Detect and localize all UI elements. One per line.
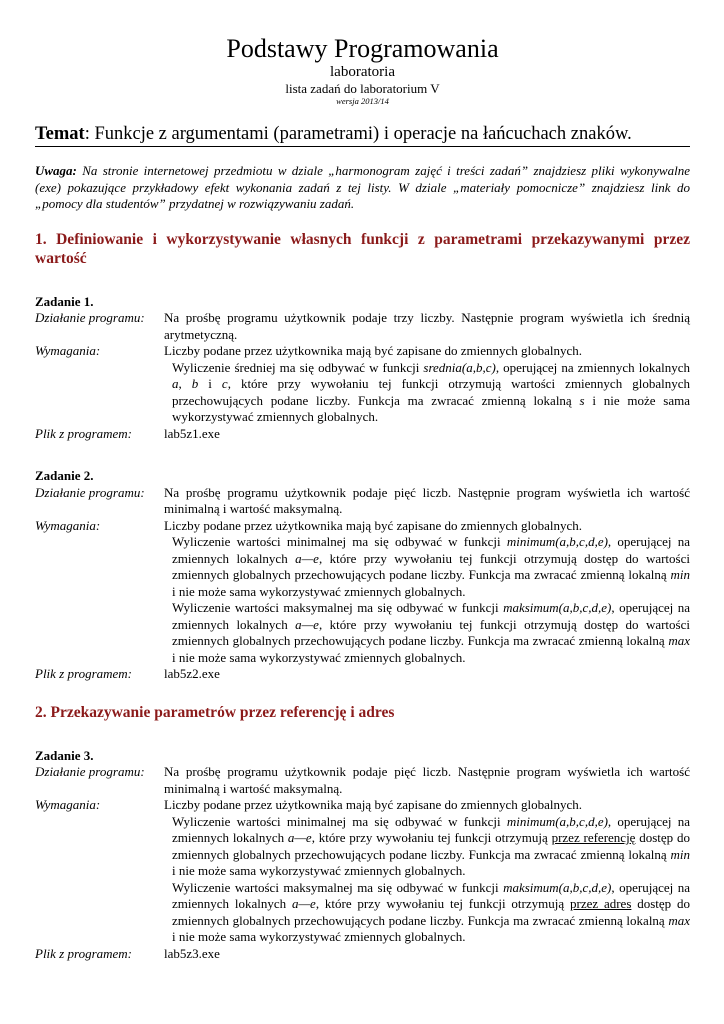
task-1-file: lab5z1.exe: [164, 425, 220, 441]
note-paragraph: [35, 163, 690, 213]
task-1-action: Na prośbę programu użytkownik podaje trzy liczby. Następnie program wyświetla ich średnią arytmetyczną.: [164, 310, 690, 342]
requirements-label: Wymagania:: [35, 343, 101, 358]
action-label: Działanie programu:: [35, 310, 145, 325]
action-label: Działanie programu:: [35, 764, 145, 779]
requirements-label: Wymagania:: [35, 797, 101, 812]
note-text: Na stronie internetowej przedmiotu w dziale „harmonogram zajęć i treści zadań” znajdziesz pliki wykonywalne (exe) pokazujące przykładowy efekt wykonania zadań z tej listy. W dziale „materiały pomocnicze” znajdziesz link do „pomocy dla studentów” przydatnej w rozwiązywaniu zadań.: [35, 163, 690, 211]
task-2-file: lab5z2.exe: [164, 666, 220, 681]
task-1-title: Zadanie 1.: [35, 293, 94, 309]
task-1-req-1: Liczby podane przez użytkownika mają być zapisane do zmiennych globalnych.: [164, 343, 583, 358]
task-2-requirements-row: [35, 518, 690, 667]
document-page: [35, 34, 690, 962]
task-3-req-1: Liczby podane przez użytkownika mają być zapisane do zmiennych globalnych.: [164, 797, 583, 812]
task-3-req-min: Wyliczenie wartości minimalnej ma się odbywać w funkcji minimum(a,b,c,d,e), operującej na zmiennych lokalnych a—e, które przy wywołaniu tej funkcji otrzymują przez referencję dostęp do zmiennych globalnych przechowujących podane liczby. Funkcja ma zwracać zmienną lokalną min i nie może sama wykorzystywać zmiennych globalnych.: [172, 813, 690, 878]
task-1-file-row: [35, 426, 690, 443]
topic-label: Temat: [35, 124, 85, 144]
task-2-file-row: [35, 666, 690, 683]
document-version: wersja 2013/14: [336, 96, 389, 106]
section-heading-1: 1. Definiowanie i wykorzystywanie własnych funkcji z parametrami przekazywanymi przez wartość: [35, 230, 690, 267]
task-1-requirements-row: [35, 343, 690, 426]
task-3-requirements: [164, 797, 690, 946]
task-2-action-row: [35, 485, 690, 518]
task-2-title: Zadanie 2.: [35, 468, 94, 483]
file-label: Plik z programem:: [35, 425, 133, 441]
task-3-action: Na prośbę programu użytkownik podaje pięć liczb. Następnie program wyświetla ich wartość minimalną i wartość maksymalną.: [164, 764, 690, 796]
task-1-action-row: [35, 310, 690, 343]
document-subtitle-list: lista zadań do laboratorium V: [285, 81, 440, 96]
document-title: Podstawy Programowania: [226, 34, 499, 63]
note-label: Uwaga:: [35, 163, 77, 178]
task-3-action-row: [35, 764, 690, 797]
task-3-file: lab5z3.exe: [164, 945, 220, 961]
task-2-req-max: Wyliczenie wartości maksymalnej ma się odbywać w funkcji maksimum(a,b,c,d,e), operującej na zmiennych lokalnych a—e, które przy wywołaniu tej funkcji otrzymują dostęp do wartości zmiennych globalnych przechowujących podane liczby. Funkcja ma zwracać zmienną lokalną max i nie może sama wykorzystywać zmiennych globalnych.: [172, 600, 690, 665]
file-label: Plik z programem:: [35, 945, 133, 961]
task-3-req-max: Wyliczenie wartości maksymalnej ma się odbywać w funkcji maksimum(a,b,c,d,e), operującej na zmiennych lokalnych a—e, które przy wywołaniu tej funkcji otrzymują przez adres dostęp do zmiennych globalnych przechowujących podane liczby. Funkcja ma zwracać zmienną lokalną max i nie może sama wykorzystywać zmiennych globalnych.: [172, 879, 690, 944]
action-label: Działanie programu:: [35, 484, 145, 500]
task-2-requirements: [164, 518, 690, 667]
document-subtitle: laboratoria: [330, 64, 395, 80]
task-2-action: Na prośbę programu użytkownik podaje pięć liczb. Następnie program wyświetla ich wartość minimalną i wartość maksymalną.: [164, 484, 690, 516]
topic-line: [35, 123, 690, 147]
task-2-req-min: Wyliczenie wartości minimalnej ma się odbywać w funkcji minimum(a,b,c,d,e), operującej na zmiennych lokalnych a—e, które przy wywołaniu tej funkcji otrzymują dostęp do wartości zmiennych globalnych przechowujących podane liczby. Funkcja ma zwracać zmienną lokalną min i nie może sama wykorzystywać zmiennych globalnych.: [172, 534, 690, 599]
task-1-requirements: [164, 343, 690, 426]
requirements-label: Wymagania:: [35, 517, 101, 533]
file-label: Plik z programem:: [35, 666, 133, 681]
task-3-file-row: [35, 946, 690, 963]
task-2-req-1: Liczby podane przez użytkownika mają być zapisane do zmiennych globalnych.: [164, 517, 583, 533]
task-1-req-2: Wyliczenie średniej ma się odbywać w funkcji srednia(a,b,c), operującej na zmiennych lokalnych a, b i c, które przy wywołaniu tej funkcji otrzymują wartości zmiennych globalnych przechowujących podane liczby. Funkcja ma zwracać zmienną lokalną s i nie może sama wykorzystywać zmiennych globalnych.: [172, 359, 690, 424]
topic-text: : Funkcje z argumentami (parametrami) i operacje na łańcuchach znaków.: [84, 124, 632, 144]
section-heading-2: 2. Przekazywanie parametrów przez referencję i adres: [35, 703, 395, 721]
task-3-requirements-row: [35, 797, 690, 946]
task-3-title: Zadanie 3.: [35, 747, 94, 763]
